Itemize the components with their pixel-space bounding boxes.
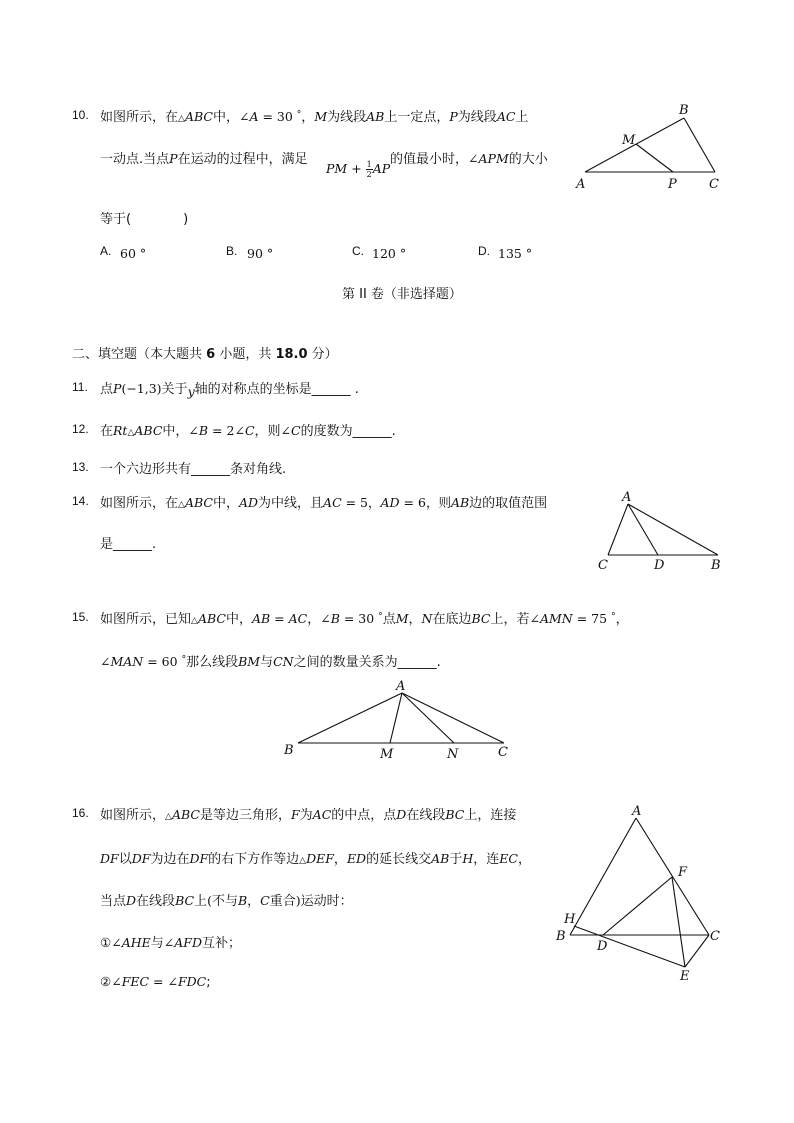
section2-heading: 二、填空题（本大题共 6 小题，共 18.0 分） — [72, 347, 338, 362]
q14-line1: 如图所示，在△ABC中，AD为中线，且AC = 5，AD = 6，则AB边的取值范围 — [100, 495, 548, 511]
label-a: A — [632, 804, 642, 819]
segment-am — [390, 693, 402, 743]
q10-option-a-value: 60 ° — [120, 246, 147, 261]
label-b: B — [711, 558, 721, 573]
q10-l2-7: AP — [372, 161, 391, 176]
segment-ec — [685, 935, 709, 967]
q10-l2-10: APM — [478, 151, 509, 166]
q12-number: 12. — [72, 422, 89, 436]
q11-text: 点P(−1,3)关于y轴的对称点的坐标是______ . — [100, 381, 359, 399]
label-n: N — [447, 747, 459, 762]
label-m: M — [622, 133, 636, 148]
segment-ab — [628, 504, 718, 555]
q10-l1-9: M — [314, 109, 328, 124]
q12-text: 在Rt△ABC中，∠B = 2∠C，则∠C的度数为______. — [100, 423, 396, 439]
degree-symbol: ° — [296, 110, 302, 120]
segment-ab — [570, 818, 636, 935]
q15-line2: ∠MAN = 60 °那么线段BM与CN之间的数量关系为______. — [100, 654, 441, 670]
q16-figure — [550, 798, 730, 988]
q10-option-d-label: D. — [478, 244, 490, 258]
q11-number: 11. — [72, 380, 88, 394]
q16-statement-2: ②∠FEC = ∠FDC; — [100, 974, 211, 990]
angle-symbol: ∠ — [468, 151, 479, 166]
q10-l1-0: 如图所示，在 — [100, 110, 179, 125]
label-e: E — [680, 969, 690, 984]
label-d: D — [654, 558, 665, 573]
segment-fd — [603, 877, 672, 935]
q10-l1-3: 中， — [212, 110, 239, 125]
q10-l1-8: ， — [301, 110, 315, 125]
triangle-symbol: △ — [178, 114, 185, 124]
label-b: B — [284, 743, 294, 758]
label-b: B — [679, 103, 689, 118]
q10-option-b-label: B. — [226, 244, 238, 258]
q10-option-a-label: A. — [100, 244, 112, 258]
label-f: F — [678, 865, 688, 880]
q10-l1-14: 为线段 — [457, 110, 497, 125]
q15-number: 15. — [72, 610, 89, 624]
q10-line2-tail — [390, 148, 548, 167]
q10-l2-0: 一动点.当点 — [100, 152, 170, 167]
angle-symbol: ∠ — [238, 109, 250, 124]
q16-number: 16. — [72, 806, 89, 820]
q15-figure — [278, 676, 518, 766]
q10-l2-11: 的大小 — [508, 152, 548, 167]
q10-l1-2: ABC — [184, 109, 213, 124]
segment-ca — [608, 504, 628, 555]
q16-statement-1: ①∠AHE与∠AFD互补； — [100, 935, 242, 951]
segment-ab — [298, 693, 402, 743]
label-a: A — [396, 679, 406, 694]
segment-he — [574, 926, 685, 967]
q10-l1-5: A — [249, 109, 259, 124]
q10-l1-11: AB — [366, 109, 385, 124]
q10-l2-2: 在运动的过程中，满足 — [177, 152, 308, 167]
q10-line2 — [100, 148, 308, 167]
q16-line2: DF以DF为边在DF的右下方作等边△DEF，ED的延长线交AB于H，连EC， — [100, 851, 531, 867]
q10-line1 — [100, 106, 528, 125]
label-a: A — [622, 490, 632, 505]
q10-l1-13: P — [449, 109, 458, 124]
q10-l2-1: P — [169, 151, 178, 166]
q10-l2-3: PM — [326, 161, 348, 176]
q10-number: 10. — [72, 108, 89, 122]
q14-line2: 是______. — [100, 537, 157, 552]
q16-line1: 如图所示，△ABC是等边三角形，F为AC的中点，点D在线段BC上，连接 — [100, 807, 517, 823]
q10-option-d-value: 135 ° — [498, 246, 533, 261]
segment-ad — [628, 504, 658, 555]
segment-mp — [636, 144, 673, 172]
segment-bc — [684, 118, 715, 172]
q10-l1-12: 上一定点， — [384, 110, 450, 125]
q10-option-c-value: 120 ° — [372, 246, 407, 261]
q10-line3: 等于( ) — [100, 212, 189, 227]
q10-option-b-value: 90 ° — [247, 246, 274, 261]
label-c: C — [498, 745, 508, 760]
part2-title: 第 II 卷（非选择题） — [342, 287, 462, 302]
half-fraction: $\frac{1}{2}$ — [366, 160, 372, 179]
q16-line3: 当点D在线段BC上(不与B，C重合)运动时： — [100, 893, 353, 909]
q14-figure — [590, 488, 730, 578]
label-p: P — [668, 177, 677, 192]
label-c: C — [710, 929, 720, 944]
q13-text: 一个六边形共有______条对角线. — [100, 462, 287, 477]
label-a: A — [576, 177, 586, 192]
q14-number: 14. — [72, 494, 89, 508]
segment-ac — [636, 818, 709, 935]
q10-l1-15: AC — [496, 109, 516, 124]
q10-l2-8: 的值最小时， — [390, 152, 469, 167]
label-c: C — [709, 177, 719, 192]
segment-ac — [402, 693, 504, 743]
q10-l1-16: 上 — [515, 110, 529, 125]
q15-line1: 如图所示，已知△ABC中，AB = AC，∠B = 30 °点M，N在底边BC上，若∠AMN = 75 °， — [100, 611, 629, 627]
label-b: B — [556, 929, 566, 944]
label-c: C — [598, 558, 608, 573]
q10-option-c-label: C. — [352, 244, 364, 258]
q10-figure — [570, 100, 730, 195]
q13-number: 13. — [72, 460, 89, 474]
q10-expression — [326, 160, 390, 179]
segment-an — [402, 693, 454, 743]
q10-l1-6: = 30 — [258, 109, 297, 124]
q10-l1-10: 为线段 — [327, 110, 367, 125]
label-m: M — [380, 747, 394, 762]
segment-fe — [672, 877, 685, 967]
label-d: D — [597, 939, 608, 954]
q10-l2-4: + — [347, 161, 366, 176]
label-h: H — [564, 912, 576, 927]
